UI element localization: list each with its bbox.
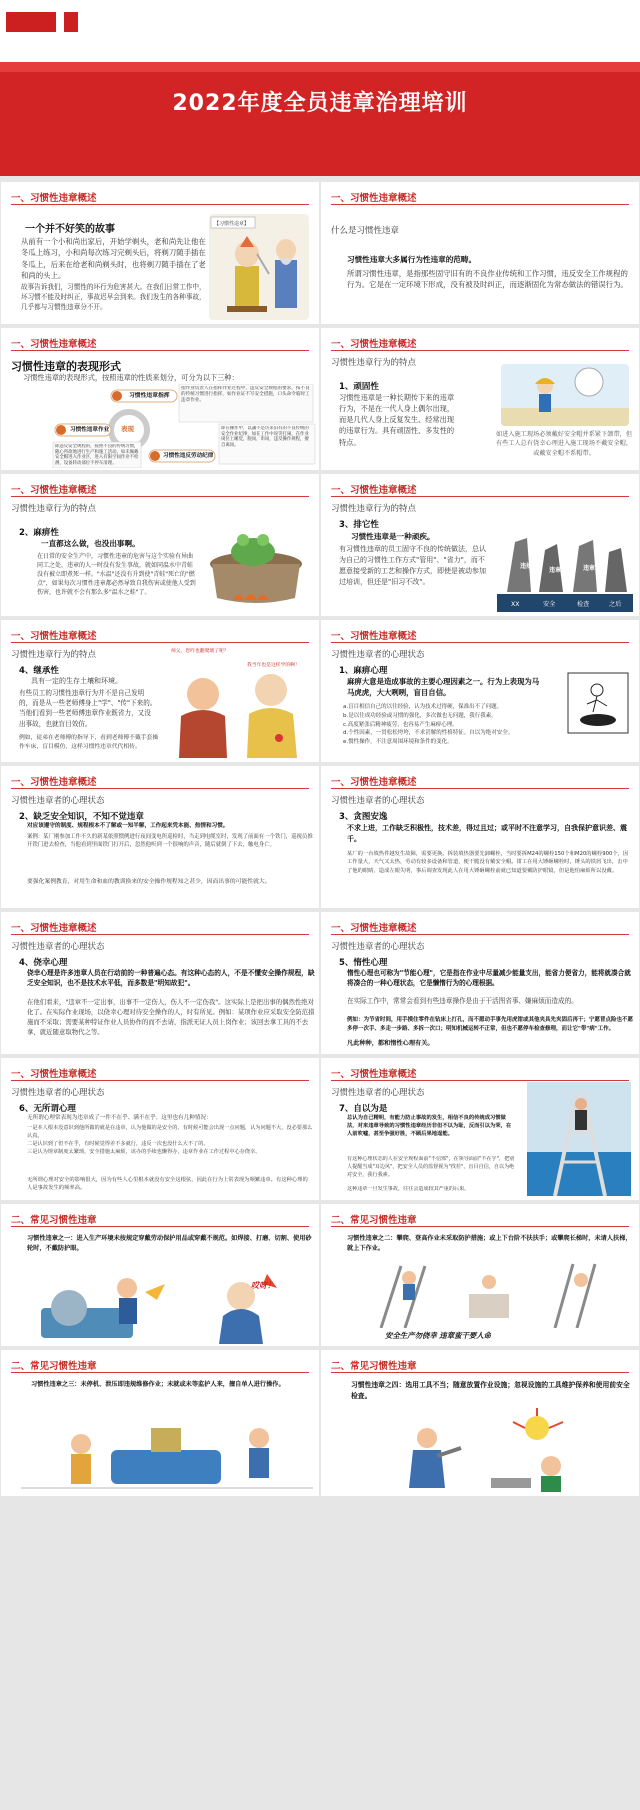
slide-self-righteous[interactable]: [321, 1058, 639, 1200]
mind-text: 在他们看来，"违章不一定出事，出事不一定伤人，伤人不一定伤我"。这实际上是把出事的偶然性绝对化了。在实际作业现场，以侥幸心理对待安全操作的人，时有所见。例如：某项作业应采取安全防范措施而不采取；需要某种特证作业人员协作的而不去请，指派无证人员上岗作业；该回去拿工具的不去拿，就近随意取物代之等。: [27, 998, 315, 1036]
section-title: 一、习惯性违章概述: [331, 339, 417, 350]
cover-decor-block-small: [64, 12, 78, 32]
mind-heading: 3、贪图安逸: [339, 812, 388, 822]
section-title: 一、习惯性违章概述: [11, 339, 97, 350]
trait-text: 在日常的安全生产中，习惯性违章的危害与这个实验有异曲同工之处，违章的人一时没有发生事故，就如同温水中青蛙没有被立即煮死一样。"水温"还没有升到使"青蛙"死亡的"燃点"，如果每次习惯性违章都必然导致自我伤害或使他人受到伤害，也许就不会有那么多"温水之蛙"了。: [37, 553, 196, 596]
slide-subtitle: 习惯性违章者的心理状态: [11, 1088, 105, 1098]
slide-subtitle: 习惯性违章行为的特点: [331, 358, 417, 368]
frog-pot-illustration: [203, 512, 309, 610]
mind-heading: 6、无所谓心理: [19, 1104, 76, 1114]
divider: [11, 788, 309, 789]
node-operation: 习惯性违章作业: [70, 427, 110, 433]
slide-stubborn[interactable]: [321, 328, 639, 470]
trait-bold: 习惯性违章是一种顽疾。: [351, 532, 435, 541]
cartoon-sign: 【习惯性违章】: [214, 221, 250, 227]
trait-text: 习惯性违章是一种长期传下来的违章行为，不是在一代人身上偶尔出现，而是几代人身上反复发生、经常出现的违章行为。具有顽固性、多发性的特点。: [339, 393, 455, 447]
section-title: 二、常见习惯性违章: [11, 1361, 97, 1372]
list-item: 二是认识到了但不在乎，有时候觉得差不多就行，违反一次也没什么大不了的。: [27, 1141, 209, 1148]
list-item: c.高度紧张后精神疲劳，也容易产生麻痹心理。: [343, 721, 458, 728]
desc-command: 指作业负责人在指挥作业过程中，违反安全规程的要求，按不良的传统习惯进行指挥，如作业证不写安全措施，口头命令临时工违章作业。: [181, 386, 310, 404]
divider: [11, 350, 309, 351]
helmet-illustration: [501, 364, 629, 426]
slide-common-3[interactable]: [1, 1350, 319, 1496]
list-item: b.是以往成功经验或习惯的强化，多次做也无问题，我行我素。: [343, 712, 497, 719]
section-title: 一、习惯性违章概述: [331, 485, 417, 496]
violation-text: 习惯性违章之四：选用工具不当；随意放置作业设施；忽视设施的工具维护保养和使用前安全检查。: [351, 1381, 630, 1400]
monk-cartoon-illustration: [209, 214, 309, 320]
slide-subtitle: 习惯性违章者的心理状态: [11, 942, 105, 952]
slide-subtitle: 习惯性违章者的心理状态: [11, 796, 105, 806]
cover-decor-block: [6, 12, 56, 32]
violation-text: 习惯性违章之一：进入生产环境未按规定穿戴劳动保护用品或穿戴不规范。如焊接、打磨、切割、使用砂轮时，不戴防护眼。: [27, 1235, 312, 1252]
section-title: 一、习惯性违章概述: [11, 777, 97, 788]
section-title: 一、习惯性违章概述: [11, 923, 97, 934]
safety-slogan: 安全生产勿侥幸 违章蛮干要人命: [385, 1331, 492, 1340]
section-title: 二、常见习惯性违章: [331, 1215, 417, 1226]
speech-bubble-2: 我当年也是这样学的啊！: [247, 663, 300, 668]
divider: [331, 934, 629, 935]
slide-common-4[interactable]: [321, 1350, 639, 1496]
divider: [11, 1080, 309, 1081]
slide-subtitle: 习惯性违章行为的特点: [331, 504, 417, 514]
slide-paralysis-mind[interactable]: [321, 620, 639, 762]
slide-story[interactable]: [1, 182, 319, 324]
ladder-climb-illustration: [341, 1260, 633, 1328]
mind-text: 无所谓心理对安全的影响很大，因为有些人心里根本就没有安全这根弦，因此在行为上常表现为频繁违章。有这种心理的人是事故发生的频率高。: [27, 1177, 308, 1192]
desc-operation: 即违反安全规程的，按照不良的传统习惯，随心所欲地进行生产和施工活动。如未佩戴安全帽进入作业区，进入有限空间作业不检测，设备转动部位不停车清理。: [55, 444, 139, 467]
slide-subtitle: 习惯性违章行为的特点: [11, 504, 97, 514]
mind-heading: 1、麻痹心理: [339, 666, 388, 676]
divider: [11, 1226, 309, 1227]
speech-bubble-1: 师父，您咋也翻爬墙了呢？: [171, 649, 229, 654]
mind-conclusion: 要强化案例教育，对用生命和血的教训换来的安全操作规程知之甚少，因而出事的可能性就大。: [27, 879, 271, 885]
slide-common-1[interactable]: [1, 1204, 319, 1346]
ladder-photo: [527, 1082, 631, 1196]
master-apprentice-illustration: [167, 668, 313, 760]
section-title: 一、习惯性违章概述: [331, 777, 417, 788]
node-command: 习惯性违章指挥: [129, 393, 170, 399]
section-title: 一、习惯性违章概述: [331, 193, 417, 204]
pillar-label-2: 安全: [543, 601, 556, 608]
pillar-tag-1: 违规: [520, 563, 533, 570]
pillar-label-4: 之后: [609, 601, 622, 608]
desc-discipline: 即在操作中，以讓不是历来旧有的不良传统的安全作业纪律，如在工作中说笑打闹，在作业岗位上睡觉，脱岗，串岗，违反操作规程，擅自离岗。: [221, 426, 309, 449]
list-item: 三是认为规章制度太繁琐，安全措施太麻烦，该办的手续也懒得办，违章作业在工作过程中心存侥幸。: [27, 1149, 261, 1156]
list-item: e.惯性操作，不注意周围环境和条件的变化。: [343, 739, 453, 746]
slide-subtitle: 什么是习惯性违章: [331, 226, 400, 236]
mind-example: 例如：为节省时间，用手摸住零件在钻床上打孔，而不愿动手事先用虎钳或其他夹具先夹固后再干；宁愿冒点险也不愿多停一次手、多走一步路、多拆一次口；明知机械运转不正常，但也不愿停车检查修理，而让它"带"病"工作。: [347, 1017, 633, 1032]
slide-comfort[interactable]: [321, 766, 639, 908]
trait-heading: 1、顽固性: [339, 382, 379, 392]
mind-heading: 4、侥幸心理: [19, 958, 68, 968]
manhole-fall-illustration: [567, 672, 629, 734]
story-moral: 故事告诉我们，习惯性的坏行为危害甚大。在我们日常工作中，坏习惯不能及时纠正，事故迟早会到来。我们发生的各种事故，几乎都与习惯性违章分不开。: [21, 283, 206, 312]
trait-heading: 3、排它性: [339, 520, 379, 530]
divider: [331, 350, 629, 351]
divider: [11, 934, 309, 935]
divider: [11, 642, 309, 643]
list-item: 一是本人根本没意识到他所做的就是在违章，认为他做的是安全的，有时候可能会出现一点问题，认为问题不大，没必要那么认真。: [27, 1125, 313, 1140]
mind-conclusion: 凡此种种，都和惰性心理有关。: [347, 1040, 434, 1047]
slide-subtitle: 习惯性违章者的心理状态: [331, 1088, 425, 1098]
section-title: 一、习惯性违章概述: [331, 631, 417, 642]
slide-no-knowledge[interactable]: [1, 766, 319, 908]
trait-line: 具有一定的生存土壤和环境。: [31, 677, 122, 685]
mind-conclusion: 这种违章一旦发生事故，往往会造成较其严重的后果。: [347, 1186, 470, 1192]
divider: [11, 496, 309, 497]
cover-title: 2022年度全员违章治理培训: [172, 91, 468, 116]
node-discipline: 习惯性违反劳动纪律: [163, 453, 214, 459]
divider: [331, 642, 629, 643]
violation-text: 习惯性违章之三：未停机、泄压即违规维修作业；未就或未等监护人来，擅自单人进行操作。: [31, 1381, 285, 1388]
mind-heading: 5、惰性心理: [339, 958, 388, 968]
slide-subtitle: 习惯性违章者的心理状态: [331, 650, 425, 660]
helmet-caption: 如进入施工现场必须戴好安全帽并系紧下颌带，但有些工人总有侥幸心理进入施工现场不戴安全帽，或戴安全帽不系帽带。: [495, 431, 633, 457]
pillar-tag-2: 违章: [549, 567, 562, 574]
divider: [11, 204, 309, 205]
trait-heading: 2、麻痹性: [19, 528, 59, 538]
slide-definition[interactable]: [321, 182, 639, 324]
list-item: a.盲目相信自己的以往经验，认为技术过得硬，保准出不了问题。: [343, 704, 503, 710]
pillar-label-3: 检查: [577, 601, 590, 608]
slide-numbness[interactable]: [1, 474, 319, 616]
trait-example: 例如，徒弟在老师傅的指导下，看到老师傅不戴手套操作车床，盲目模仿，这样习惯性违章代代相传。: [19, 735, 159, 750]
slide-subtitle: 习惯性违章行为的特点: [11, 650, 97, 660]
trait-heading: 4、继承性: [19, 666, 59, 676]
trait-text: 有习惯性违章的员工固守不良的传统做法，总认为自己的习惯性工作方式"管用"、"省力"，而不愿意接受新的工艺和操作方式，即使是被动参加过培训，但还是"旧习不改"。: [339, 545, 486, 586]
forms-intro: 习惯性违章的表现形式，按照违章的性质来划分，可分为以下三种：: [23, 373, 239, 382]
mind-bold: 总认为自己精明，有能力防止事故的发生，相信不良的传统成习惯做法，对来违章导致的习惯性违章经历非但不以为耻，反而引以为荣，在人前吹嘘，甚至争强好胜，不顾后果地逞能。: [347, 1115, 512, 1138]
mind-intro: 无所谓心理常表现为违章成了一件不在乎、满不在乎。这里也有几种情况：: [27, 1115, 212, 1121]
section-title: 二、常见习惯性违章: [11, 1215, 97, 1226]
slide-common-2[interactable]: [321, 1204, 639, 1346]
cover-title-band: [0, 62, 640, 176]
mind-text: 有这种心理状态的人在安全规程面前"不信邪"，在领导面前"不在乎"，把别人提醒当成"耳边风"，把安全人员的监督视为"找茬"，盲目自信，自以为绝对安全，我行我素。: [347, 1156, 515, 1178]
mind-heading: 7、自以为是: [339, 1104, 388, 1114]
case-text: 某厂的一台填热件越发生故障，需要更换。拆装填热器要先卸螺栓，当时要拆M24的螺栓150个和M20的螺栓900个，因工作量大，天气又太热，劳动有较多设备和管道，便干脆没有戴安全帽。钳工在用大锤砸螺栓时，锤头的铁屑飞出，击中了他的眼睛，造成左眼失明，事后调查发现此人在用大锤砸螺栓前就已知道要戴防护眼镜，但是他怕麻烦所以没戴。: [347, 851, 629, 874]
section-title: 二、常见习惯性违章: [331, 1361, 417, 1372]
exclamation-bubble: 哎呀！: [251, 1281, 275, 1290]
mind-heading: 2、缺乏安全知识，不知不觉违章: [19, 812, 144, 822]
section-title: 一、习惯性违章概述: [11, 1069, 97, 1080]
section-title: 一、习惯性违章概述: [11, 485, 97, 496]
slide-subtitle: 习惯性违章者的心理状态: [331, 796, 425, 806]
section-title: 一、习惯性违章概述: [331, 923, 417, 934]
mind-text: 在实际工作中，常常会看到有些违章操作是由于干活图省事、嫌麻烦而造成的。: [347, 997, 578, 1005]
slide-inertia[interactable]: [321, 912, 639, 1054]
slide-luck[interactable]: [1, 912, 319, 1054]
divider: [331, 204, 629, 205]
divider: [331, 1080, 629, 1081]
slide-heading: 习惯性违章的表现形式: [11, 360, 121, 373]
mind-list: [27, 1124, 313, 1156]
violation-text: 习惯性违章之二：攀爬、登高作业未采取防护措施；或上下台阶不扶扶手；或攀爬长梯时，未请人扶梯，就上下作业。: [347, 1235, 632, 1252]
divider: [331, 788, 629, 789]
story-text: 从前有一个小和尚出家后，开始学剃头，老和尚先让他在冬瓜上练习，小和尚每次练习完剃头后，将剃刀随手插在冬瓜上，后来在给老和尚剃头时，也将剃刀随手插在了老和尚的头上。: [21, 237, 206, 281]
slide-exclusive[interactable]: [321, 474, 639, 616]
list-item: d.个性因素，一贯松松垮垮，不求甚解的性格特征。自以为绝对安全。: [343, 730, 514, 737]
tool-misuse-illustration: [341, 1408, 633, 1492]
mind-list: [343, 703, 565, 747]
mind-bold: 对应该遵守的制度、规程根本不了解或一知半解，工作起来凭本能、热情和习惯。: [27, 823, 229, 829]
cover-slide[interactable]: [0, 0, 640, 176]
mind-bold: 麻痹大意是造成事故的主要心理因素之一。行为上表现为马马虎虎，大大咧咧，盲目自信。: [347, 677, 540, 698]
divider: [331, 1372, 629, 1373]
pillar-label-1: XX: [511, 601, 520, 608]
slide-heading: 一个并不好笑的故事: [25, 224, 115, 235]
mind-bold: 不求上进，工作缺乏积极性，技术差，得过且过；或平时不注意学习，自我保护意识差、震千。: [347, 824, 627, 843]
divider: [11, 1372, 309, 1373]
repair-worker-illustration: [21, 1408, 313, 1492]
case-text: 案例：某厂刚参加工作不久的新某依照惯例进行夜间变电所巡检时，当走到电缆室时，发现了前面有一个铁门，巡视员推开铁门进去检查，当他看到里面铁门打开后，忽然他听到一个很响的声音，随后就倒了下去，触电身亡。: [27, 834, 313, 849]
mind-bold: 侥幸心理是许多违章人员在行动前的一种普遍心态。有这种心态的人，不是不懂安全操作规程，缺乏安全知识，也不是技术水平低，而多数是"明知故犯"。: [27, 969, 315, 988]
slide-subtitle: 习惯性违章者的心理状态: [331, 942, 425, 952]
divider: [331, 496, 629, 497]
node-center: 表现: [121, 425, 134, 433]
section-title: 一、习惯性违章概述: [331, 1069, 417, 1080]
grinding-worker-illustration: [27, 1262, 313, 1344]
trait-text: 有些员工的习惯性违章行为并不是自己发明的，而是从一些老师傅身上"学"、"传"下来的。当他们看到一些老师傅违章作业既省力，又没出事故，也就盲目效仿。: [19, 689, 157, 728]
definition-text: 所谓习惯性违章，是指那些固守旧有的不良作业传统和工作习惯，违反安全工作规程的行为。它是在一定环境下形成，没有被及时纠正，而逐渐固化为常态做法的错误行为。: [347, 269, 628, 290]
divider: [331, 1226, 629, 1227]
trait-bold: 一直都这么做，也没出事啊。: [41, 539, 140, 548]
slide-forms[interactable]: [1, 328, 319, 470]
slide-indifference[interactable]: [1, 1058, 319, 1200]
mind-bold: 惰性心理也可称为"节能心理"，它是指在作业中尽量减少能量支出，能省力便省力，能将就凑合就将凑合的一种心理状态，它是懒惰行为的心理根据。: [347, 969, 631, 988]
section-title: 一、习惯性违章概述: [11, 631, 97, 642]
section-title: 一、习惯性违章概述: [11, 193, 97, 204]
definition-bold: 习惯性违章大多属行为性违章的范畴。: [347, 255, 477, 264]
pillar-tag-3: 违章: [583, 565, 596, 572]
slide-inheritance[interactable]: [1, 620, 319, 762]
